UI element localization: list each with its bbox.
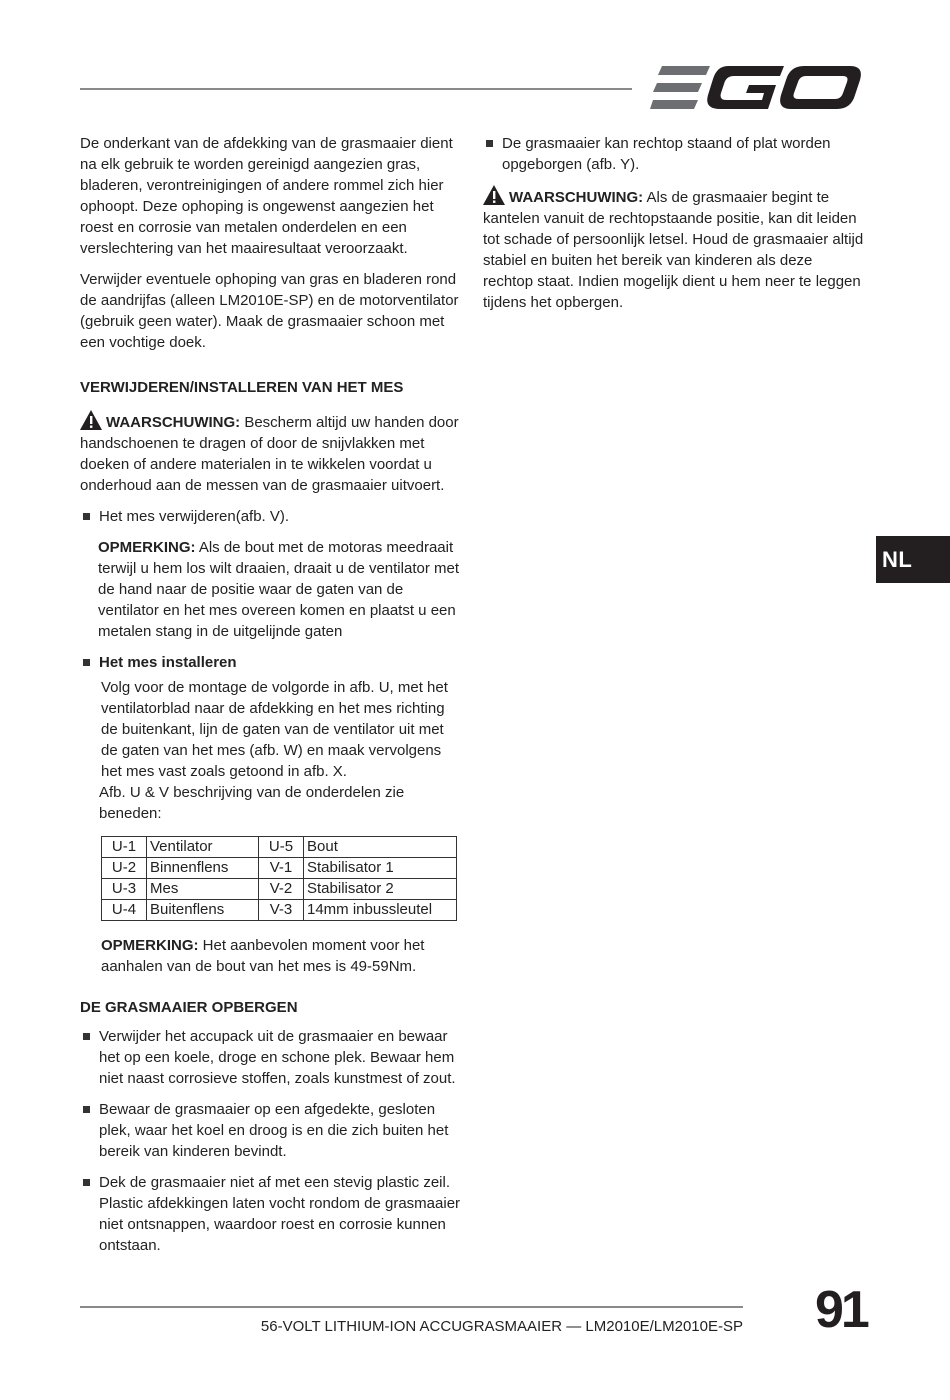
tipping-warning xyxy=(483,185,865,313)
install-instructions: Volg voor de montage de volgorde in afb. U, met het ventilatorblad naar de afdekking en het mes richting de buitenkant, lijn de gaten van de ventilator uit met de gaten van het mes (afb. W) en maak vervolgens het mes vast zoals getoond in afb. X. xyxy=(101,679,448,780)
part-code-cell: U-4 xyxy=(102,900,147,921)
header-rule xyxy=(80,88,632,90)
part-code-cell: U-5 xyxy=(259,837,304,858)
bullet-square-icon xyxy=(486,140,493,147)
table-row xyxy=(102,879,457,900)
table-row xyxy=(102,858,457,879)
parts-caption: Afb. U & V beschrijving van de onderdelen zie beneden: xyxy=(99,784,405,822)
note-text: Als de bout met de motoras meedraait terwijl u hem los wilt draaien, draait u de ventilator met de hand naar de positie waar de gaten van de ventilator en het mes overeen komen en plaatst u een metalen stang in de uitgelijnde gaten xyxy=(98,539,459,640)
cleaning-paragraph: De onderkant van de afdekking van de grasmaaier dient na elk gebruik te worden gereinigd aangezien gras, bladeren, verontreinigingen of andere rommel zich hier ophoopt. Deze ophoping is ongewenst aangezien het roest en corrosie van metalen onderdelen en een verslechtering van het maairesultaat veroorzaakt. xyxy=(80,135,453,257)
language-tab: NL xyxy=(876,536,950,583)
part-code-cell: V-1 xyxy=(259,858,304,879)
note-text: Het aanbevolen moment voor het aanhalen van de bout van het mes is 49-59Nm. xyxy=(101,937,425,975)
blade-warning xyxy=(80,410,462,496)
part-code-cell: U-3 xyxy=(102,879,147,900)
bullet-square-icon xyxy=(83,1106,90,1113)
bullet-text: De grasmaaier kan rechtop staand of plat worden opgeborgen (afb. Y). xyxy=(502,135,831,173)
footer-rule xyxy=(80,1306,743,1308)
warning-text: Als de grasmaaier begint te kantelen vanuit de rechtopstaande positie, kan dit leiden tot schade of persoonlijk letsel. Houd de grasmaaier altijd stabiel en buiten het bereik van kinderen als deze rechtop staat. Indien mogelijk dient u hem neer te leggen tijdens het opbergen. xyxy=(483,189,864,311)
note-label: OPMERKING: xyxy=(98,539,196,556)
part-name-cell: Binnenflens xyxy=(147,858,259,879)
bullet-square-icon xyxy=(83,1179,90,1186)
part-code-cell: V-2 xyxy=(259,879,304,900)
part-name-cell: Stabilisator 2 xyxy=(304,879,457,900)
bullet-storage-1 xyxy=(80,1026,462,1089)
footer-title: 56-VOLT LITHIUM-ION ACCUGRASMAAIER — LM2010E/LM2010E-SP xyxy=(260,1318,743,1335)
part-name-cell: Ventilator xyxy=(147,837,259,858)
blade-section-heading: VERWIJDEREN/INSTALLEREN VAN HET MES xyxy=(80,379,404,396)
bullet-square-icon xyxy=(83,1033,90,1040)
table-row xyxy=(102,837,457,858)
table-row xyxy=(102,900,457,921)
part-code-cell: V-3 xyxy=(259,900,304,921)
part-name-cell: Stabilisator 1 xyxy=(304,858,457,879)
note-label: OPMERKING: xyxy=(101,937,199,954)
parts-table xyxy=(101,836,457,921)
bullet-square-icon xyxy=(83,659,90,666)
bullet-text: Het mes installeren xyxy=(99,654,237,671)
bullet-remove-blade xyxy=(80,506,462,527)
warning-label: WAARSCHUWING: xyxy=(509,189,644,206)
part-name-cell: Bout xyxy=(304,837,457,858)
note-bolt-rotation xyxy=(80,537,462,642)
part-code-cell: U-1 xyxy=(102,837,147,858)
warning-triangle-icon xyxy=(80,410,102,430)
bullet-storage-3 xyxy=(80,1172,462,1256)
page-number: 91 xyxy=(815,1281,867,1339)
bullet-text: Dek de grasmaaier niet af met een stevig plastic zeil. Plastic afdekkingen laten vocht rondom de grasmaaier niet ontsnappen, waardoor roest en corrosie kunnen ontstaan. xyxy=(99,1174,461,1254)
bullet-text: Verwijder het accupack uit de grasmaaier en bewaar het op een koele, droge en schone plek. Bewaar hem niet naast corrosieve stoffen, zoals kunstmest of zout. xyxy=(99,1028,456,1087)
bullet-storage-2 xyxy=(80,1099,462,1162)
part-name-cell: Buitenflens xyxy=(147,900,259,921)
warning-triangle-icon xyxy=(483,185,505,205)
bullet-text: Het mes verwijderen(afb. V). xyxy=(99,508,290,525)
right-column xyxy=(483,133,865,323)
bullet-text: Bewaar de grasmaaier op een afgedekte, gesloten plek, waar het koel en droog is en die zich buiten het bereik van kinderen bevindt. xyxy=(99,1101,449,1160)
part-name-cell: 14mm inbussleutel xyxy=(304,900,457,921)
part-code-cell: U-2 xyxy=(102,858,147,879)
bullet-upright-storage xyxy=(483,133,865,175)
ego-logo xyxy=(650,62,862,114)
storage-section-heading: DE GRASMAAIER OPBERGEN xyxy=(80,999,298,1016)
part-name-cell: Mes xyxy=(147,879,259,900)
warning-label: WAARSCHUWING: xyxy=(106,414,241,431)
bullet-install-blade xyxy=(80,652,462,673)
note-torque xyxy=(80,935,462,977)
debris-paragraph: Verwijder eventuele ophoping van gras en bladeren rond de aandrijfas (alleen LM2010E-SP) en de motorventilator (gebruik geen water). Maak de grasmaaier schoon met een vochtige doek. xyxy=(80,271,459,351)
warning-text: Bescherm altijd uw handen door handschoenen te dragen of door de snijvlakken met doeken of andere materialen in te wikkelen voordat u onderhoud aan de messen van de grasmaaier uitvoert. xyxy=(80,414,459,494)
left-column xyxy=(80,133,462,1266)
bullet-square-icon xyxy=(83,513,90,520)
